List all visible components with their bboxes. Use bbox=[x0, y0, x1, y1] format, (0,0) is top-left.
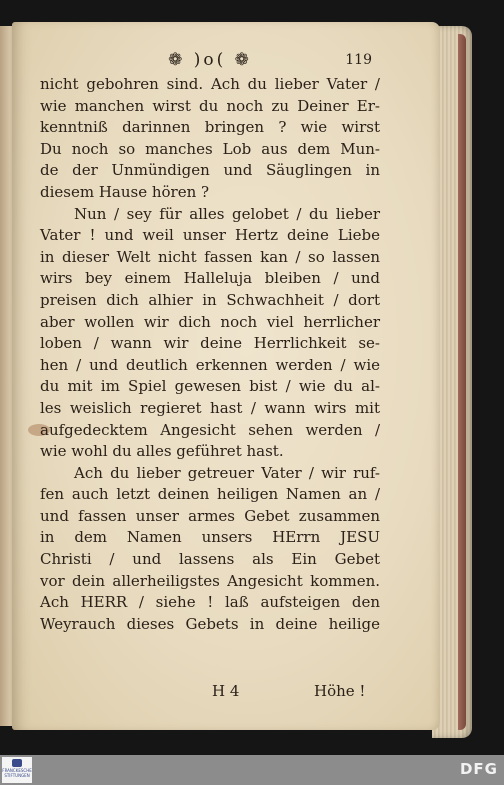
text-line: kenntniß darinnen bringen ? wie wirst bbox=[40, 118, 380, 137]
header-ornament: ❁ )o( ❁ bbox=[168, 50, 252, 70]
text-line: in dem Namen unsers HErrn JESU bbox=[40, 528, 380, 547]
paragraph-1 bbox=[40, 74, 380, 204]
text-line: Vater ! und weil unser Hertz deine Liebe bbox=[40, 226, 380, 245]
text-line: vor dein allerheiligstes Angesicht kommen. bbox=[40, 571, 380, 590]
left-logo-label: FRANCKESCHE STIFTUNGEN bbox=[2, 768, 32, 778]
franckesche-stiftungen-logo[interactable] bbox=[2, 757, 32, 783]
text-line: Du noch so manches Lob aus dem Mun- bbox=[40, 139, 380, 158]
text-line: Nun / sey für alles gelobet / du lieber bbox=[74, 204, 380, 223]
text-line: hen / und deutlich erkennen werden / wie bbox=[40, 355, 380, 374]
text-line: aufgedecktem Angesicht sehen werden / bbox=[40, 420, 380, 439]
institution-emblem-icon bbox=[12, 759, 22, 767]
paragraph-3 bbox=[40, 463, 380, 636]
paragraph-2 bbox=[40, 204, 380, 463]
text-line: les weislich regieret hast / wann wirs mit bbox=[40, 398, 380, 417]
text-line: du mit im Spiel gewesen bist / wie du al- bbox=[40, 377, 380, 396]
text-line: in dieser Welt nicht fassen kan / so lassen bbox=[40, 247, 380, 266]
page-header bbox=[12, 48, 440, 74]
text-line: und fassen unser armes Gebet zusammen bbox=[40, 506, 380, 525]
text-line: fen auch letzt deinen heiligen Namen an / bbox=[40, 485, 380, 504]
catchword: Höhe ! bbox=[314, 682, 366, 700]
page-number: 119 bbox=[345, 52, 372, 68]
body-text bbox=[40, 74, 380, 635]
book-page bbox=[12, 22, 440, 730]
dfg-logo[interactable]: DFG bbox=[459, 760, 498, 778]
text-line: wirs bey einem Halleluja bleiben / und bbox=[40, 269, 380, 288]
text-line: loben / wann wir deine Herrlichkeit se- bbox=[40, 334, 380, 353]
text-line: Ach HERR / siehe ! laß aufsteigen den bbox=[40, 593, 380, 612]
text-line: wie manchen wirst du noch zu Deiner Er- bbox=[40, 96, 380, 115]
text-line: Ach du lieber getreuer Vater / wir ruf- bbox=[74, 463, 380, 482]
text-line: preisen dich alhier in Schwachheit / dort bbox=[40, 290, 380, 309]
book-cover-edge bbox=[458, 34, 466, 730]
signature-mark: H 4 bbox=[212, 682, 240, 700]
text-line: wie wohl du alles geführet hast. bbox=[40, 442, 284, 461]
viewer-footer-bar bbox=[0, 755, 504, 785]
text-line: de der Unmündigen und Säuglingen in bbox=[40, 161, 380, 180]
text-line: Weyrauch dieses Gebets in deine heilige bbox=[40, 614, 380, 633]
text-line: Christi / und lassens als Ein Gebet bbox=[40, 550, 380, 569]
text-line: aber wollen wir dich noch viel herrlicher bbox=[40, 312, 380, 331]
text-line: nicht gebohren sind. Ach du lieber Vater / bbox=[40, 75, 380, 93]
page-footer bbox=[12, 682, 440, 704]
text-line: diesem Hause hören ? bbox=[40, 182, 210, 201]
